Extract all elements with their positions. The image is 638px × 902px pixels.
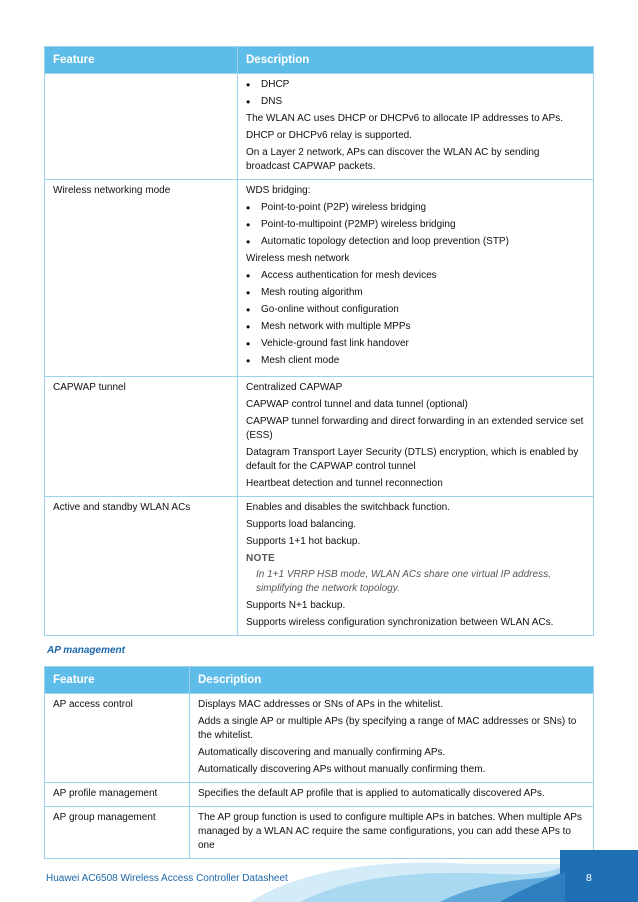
feature-table-2 (44, 666, 594, 859)
description-line: Adds a single AP or multiple APs (by specifying a range of MAC addresses or SNs) to the whitelist. (198, 716, 577, 741)
bullet-item: • Mesh routing algorithm (246, 286, 585, 300)
table-header-row (45, 47, 594, 74)
page-number: 8 (586, 872, 592, 884)
description-line: The WLAN AC uses DHCP or DHCPv6 to allocate IP addresses to APs. (246, 113, 563, 124)
feature-cell: AP access control (45, 694, 190, 783)
header-feature: Feature (45, 667, 190, 694)
feature-cell: Wireless networking mode (45, 180, 238, 377)
description-line: Automatically discovering and manually confirming APs. (198, 747, 446, 758)
table-row (45, 783, 594, 807)
bullet-item: • DHCP (246, 78, 585, 92)
description-cell (190, 694, 594, 783)
description-line: Supports load balancing. (246, 519, 357, 530)
description-line: Supports N+1 backup. (246, 600, 346, 611)
header-feature: Feature (45, 47, 238, 74)
footer-document-title: Huawei AC6508 Wireless Access Controller Datasheet (46, 873, 288, 884)
section-title: AP management (47, 645, 125, 656)
bullet-item: • Go-online without configuration (246, 303, 585, 317)
bullet-item: • Access authentication for mesh devices (246, 269, 585, 283)
description-line: Supports 1+1 hot backup. (246, 536, 361, 547)
description-line: Heartbeat detection and tunnel reconnection (246, 478, 443, 489)
header-description: Description (190, 667, 594, 694)
description-cell (238, 377, 594, 497)
bullet-item: • Mesh client mode (246, 354, 585, 368)
table-row (45, 694, 594, 783)
description-line: DHCP or DHCPv6 relay is supported. (246, 130, 412, 141)
table-row (45, 74, 594, 180)
bullet-item: • Point-to-point (P2P) wireless bridging (246, 201, 585, 215)
description-line: Specifies the default AP profile that is applied to automatically discovered APs. (198, 788, 545, 799)
table-row (45, 377, 594, 497)
description-line: CAPWAP control tunnel and data tunnel (optional) (246, 399, 468, 410)
feature-table-1 (44, 46, 594, 636)
description-line: Centralized CAPWAP (246, 382, 343, 393)
note-text: In 1+1 VRRP HSB mode, WLAN ACs share one virtual IP address, simplifying the network topology. (256, 569, 551, 594)
description-cell (190, 783, 594, 807)
description-line: Displays MAC addresses or SNs of APs in the whitelist. (198, 699, 444, 710)
bullet-item: • Vehicle-ground fast link handover (246, 337, 585, 351)
table-row (45, 497, 594, 636)
bullet-item: • DNS (246, 95, 585, 109)
bullet-item: • Mesh network with multiple MPPs (246, 320, 585, 334)
description-line: Wireless mesh network (246, 253, 350, 264)
header-description: Description (238, 47, 594, 74)
bullet-item: • Point-to-multipoint (P2MP) wireless bridging (246, 218, 585, 232)
description-line: Datagram Transport Layer Security (DTLS) encryption, which is enabled by default for the CAPWAP control tunnel (246, 447, 579, 472)
feature-cell: AP profile management (45, 783, 190, 807)
description-cell (238, 497, 594, 636)
feature-cell (45, 74, 238, 180)
description-line: Supports wireless configuration synchronization between WLAN ACs. (246, 617, 554, 628)
feature-cell: CAPWAP tunnel (45, 377, 238, 497)
bullet-item: • Automatic topology detection and loop prevention (STP) (246, 235, 585, 249)
description-line: CAPWAP tunnel forwarding and direct forwarding in an extended service set (ESS) (246, 416, 584, 441)
table-header-row (45, 667, 594, 694)
description-line: Enables and disables the switchback function. (246, 502, 451, 513)
feature-cell: AP group management (45, 807, 190, 859)
description-line: WDS bridging: (246, 185, 311, 196)
description-line: Automatically discovering APs without manually confirming them. (198, 764, 486, 775)
description-cell (238, 74, 594, 180)
note-text: NOTE (246, 553, 275, 564)
feature-cell: Active and standby WLAN ACs (45, 497, 238, 636)
description-line: On a Layer 2 network, APs can discover the WLAN AC by sending broadcast CAPWAP packets. (246, 147, 540, 172)
description-line: The AP group function is used to configure multiple APs in batches. When multiple APs managed by a WLAN AC require the same configurations, you can add these APs to one (198, 812, 582, 851)
description-cell (238, 180, 594, 377)
table-row (45, 180, 594, 377)
